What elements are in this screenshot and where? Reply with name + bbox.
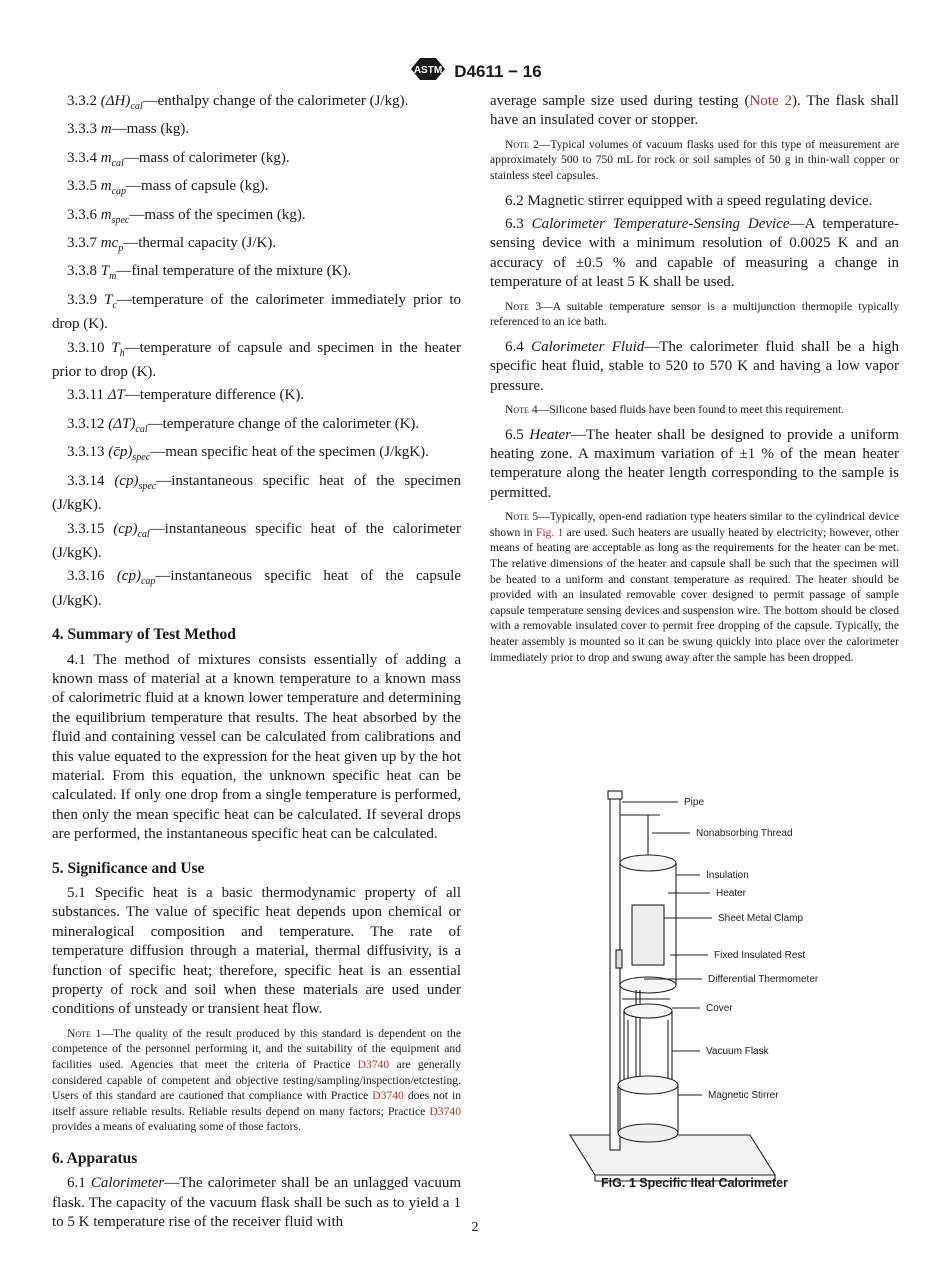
definition-subscript: cap [140,576,156,588]
calorimeter-figure [540,785,870,1200]
section-5-title: 5. Significance and Use [52,859,205,877]
definition-number: 3.3.14 [67,472,105,489]
definition-text: —mass of the specimen (kg). [129,206,306,223]
definition-item [52,92,461,116]
clause-term: Calorimeter Temperature-Sensing Device [531,216,790,232]
definition-text: —temperature of the calorimeter immediately prior to drop (K). [52,291,461,333]
note-label: Note 5 [505,510,539,524]
definition-number: 3.3.16 [67,568,105,585]
link-note-2[interactable]: Note 2 [749,93,793,109]
section-6-title: 6. Apparatus [52,1150,138,1167]
definition-text: —temperature change of the calorimeter (K). [147,415,420,432]
figure-label: Nonabsorbing Thread [696,828,793,839]
definition-item [52,386,461,410]
note-text: does not in itself assure reliable results. Reliable results depend on many factors; Practice [52,1089,462,1118]
definition-symbol: (cp) [113,520,138,537]
definition-item [52,339,461,383]
figure-label: Heater [716,888,747,899]
figure-label: Magnetic Stirrer [708,1090,779,1101]
figure-label: Sheet Metal Clamp [718,913,804,924]
definition-subscript: cal [135,423,148,435]
definition-number: 3.3.3 [67,121,97,138]
definition-subscript: h [119,347,125,359]
clause-text: —The calorimeter shall be an unlagged vacuum flask. The capacity of the vacuum flask shall be such as to yield a 1 to 5 K temperature rise of the receiver fluid with [52,1175,461,1231]
definition-item [52,177,461,201]
clause-number: 6.5 [505,426,524,443]
clause-term: Calorimeter [90,1175,165,1192]
definition-symbol: m [100,149,112,166]
definition-symbol: T [104,291,113,308]
definition-number: 3.3.9 [67,291,97,308]
note-2 [490,137,899,184]
definition-text: —instantaneous specific heat of the specimen (J/kgK). [52,472,462,514]
link-fig-1[interactable]: Fig. 1 [535,525,564,539]
page-number: 2 [471,1220,479,1235]
definition-number: 3.3.11 [67,387,104,404]
definition-text: —final temperature of the mixture (K). [116,263,352,280]
note-label: Note 4 [505,403,538,417]
note-1 [52,1026,461,1135]
paragraph-6-4 [490,338,899,396]
definition-subscript: spec [132,452,151,464]
link-d3740[interactable]: D3740 [429,1104,461,1118]
paragraph-6-2: 6.2 Magnetic stirrer equipped with a speed regulating device. [505,192,873,209]
note-5 [490,509,899,665]
paragraph-4-1: 4.1 The method of mixtures consists essentially of adding a known mass of material at a known temperature to a known mass of calorimetric fluid at a known lower temperature and determining the equilibrium temperature that results. The heat absorbed by the fluid and containing vessel can be calculated from calibrations and this value equated to the expression for the heat given up by the hot material. From this equation, the unknown specific heat can be calculated. If only one drop from a single temperature is performed, then only the mean specific heat can be calculated. If several drops are performed, the instantaneous specific heat can be calculated. [52,651,461,843]
definition-text: —mass of capsule (kg). [126,178,269,195]
clause-text: average sample size used during testing ( [490,93,750,109]
section-4-title: 4. Summary of Test Method [52,626,236,644]
figure-label: Differential Thermometer [708,974,819,985]
definition-symbol: ΔT [107,387,125,404]
document-id: D4611 − 16 [454,61,542,81]
note-label: Note 2 [505,137,539,151]
note-text: are used. Such heaters are usually heated by electricity; however, other means of heating are acceptable as long as the requirements for the heater can be met. The relative dimensions of the heater and capsule shall be such that the specimen will be heated to a uniform and constant temperature as required. The heater should be provided with an insulated removable cover designed to permit passage of sample capsule temperature sensing devices and suspension wire. The bottom should be closed with a removable insulated cover to permit free dropping of the capsule. Typically, the heater assembly is mounted so it can be swung quickly into place over the calorimeter immediately prior to drop and swung away after the sample has been dropped. [490,525,900,664]
definition-item [52,415,461,439]
definition-subscript: spec [111,214,130,226]
note-text: —The quality of the result produced by this standard is dependent on the competence of the personnel performing it, and the suitability of the equipment and facilities used. Agencies that meet the criteria of Practice [52,1026,461,1072]
note-3 [490,299,899,330]
clause-number: 6.3 [505,216,524,232]
figure-label: Fixed Insulated Rest [714,950,806,961]
paragraph-6-1-continued [490,92,899,131]
figure-label: Insulation [706,870,749,881]
definition-subscript: cal [137,528,150,540]
calorimeter-diagram [540,785,870,1200]
logo-text: ASTM [414,65,443,76]
clause-number: 6.1 [67,1175,86,1192]
definition-text: —enthalpy change of the calorimeter (J/kg). [142,93,409,109]
clause-term: Heater [529,426,571,443]
definition-symbol: m [100,121,112,138]
definition-item [52,520,461,564]
definition-item [52,443,461,467]
definition-text: —instantaneous specific heat of the calorimeter (J/kgK). [52,520,462,561]
definition-item [52,206,461,230]
definition-subscript: p [118,243,124,255]
figure-label: Cover [706,1003,733,1014]
definition-text: —instantaneous specific heat of the capsule (J/kgK). [52,568,462,609]
note-text: —Silicone based fluids have been found to meet this requirement. [537,403,845,417]
link-d3740[interactable]: D3740 [357,1058,390,1072]
figure-label: Pipe [684,797,705,808]
definition-number: 3.3.15 [67,520,105,537]
definition-subscript: cal [111,157,124,169]
astm-logo [408,56,448,87]
definition-item [52,472,461,516]
definition-symbol: (cp) [114,472,139,489]
definition-text: —mean specific heat of the specimen (J/kgK). [150,444,429,461]
definition-item [52,262,461,286]
definition-item [52,120,461,144]
link-d3740[interactable]: D3740 [372,1089,404,1103]
definition-text: —temperature difference (K). [124,387,305,404]
definition-symbol: (ΔH) [100,93,131,109]
definition-symbol: (c̄p) [108,444,133,461]
definition-number: 3.3.7 [67,235,97,252]
definition-text: —mass of calorimeter (kg). [123,149,290,166]
definition-text: —mass (kg). [111,121,190,138]
clause-text: —The calorimeter fluid shall be a high specific heat fluid, stable to 520 to 570 K and having a low vapor pressure. [490,338,900,394]
figure-caption: FIG. 1 Specific Ileal Calorimeter [601,1176,788,1190]
page-header [0,56,950,87]
definition-symbol: T [111,339,120,356]
definition-text: —temperature of capsule and specimen in the heater prior to drop (K). [52,339,461,381]
definition-item [52,234,461,258]
note-text: —A suitable temperature sensor is a multijunction thermopile typically referenced to an ice bath. [490,299,899,329]
paragraph-5-1: 5.1 Specific heat is a basic thermodynamic property of all substances. The value of specific heat depends upon chemical or mineralogical composition and temperature. The rate of temperature diffusion through a material, thermal diffusivity, is a function of specific heat; therefore, specific heat is an essential property of rock and soil when these materials are used under conditions of unsteady or transient heat flow. [52,885,461,1018]
definition-subscript: cap [111,186,127,198]
paragraph-6-3 [490,215,899,293]
definition-symbol: (cp) [116,568,141,585]
right-column [490,92,899,673]
definition-subscript: spec [138,480,157,492]
clause-number: 6.4 [505,338,524,355]
definition-subscript: cal [130,101,143,112]
note-text: are generally considered capable of competent and objective testing/sampling/inspection/etctesting. Users of this standard are cautioned that compliance with Practice [52,1058,461,1103]
clause-term: Calorimeter Fluid [531,338,645,355]
note-text: provides a means of evaluating some of those factors. [52,1120,301,1134]
definition-number: 3.3.10 [67,339,105,356]
definition-number: 3.3.8 [67,263,97,280]
definition-symbol: m [100,178,112,195]
definition-item [52,149,461,173]
definition-symbol: T [100,263,110,280]
definition-symbol: (ΔT) [108,415,136,432]
definition-number: 3.3.13 [67,444,105,461]
clause-text: ). The flask shall have an insulated cover or stopper. [490,93,899,129]
left-column [52,92,461,1237]
definition-list [52,92,461,611]
definition-subscript: m [109,271,117,283]
definition-symbol: mc [100,235,119,252]
note-text: —Typical volumes of vacuum flasks used for this type of measurement are approximately 500 to 750 mL for rock or soil samples of 50 g in thin-wall copper or stainless steel capsules. [490,137,899,182]
note-4 [490,402,899,418]
definition-item [52,567,461,611]
definition-item [52,291,461,335]
definition-number: 3.3.4 [67,149,97,166]
definition-number: 3.3.12 [67,415,105,432]
note-label: Note 3 [505,299,542,313]
figure-label: Vacuum Flask [706,1046,769,1057]
note-text: —Typically, open-end radiation type heaters similar to the cylindrical device shown in [490,510,899,539]
definition-symbol: m [100,206,112,223]
definition-number: 3.3.2 [67,93,97,109]
paragraph-6-5 [490,426,899,504]
definition-subscript: c [112,299,117,311]
definition-number: 3.3.5 [67,178,97,195]
clause-text: —A temperature-sensing device with a minimum resolution of 0.0025 K and an accuracy of ±0.5 % and capable of measuring a change in temperature of at least 5 K shall be used. [490,216,899,291]
note-label: Note 1 [67,1026,102,1040]
definition-text: —thermal capacity (J/K). [123,235,277,252]
definition-number: 3.3.6 [67,206,97,223]
clause-text: —The heater shall be designed to provide a uniform heating zone. A maximum variation of ±1 % of the mean heater temperature along the heater length corresponding to the sample is permitted. [490,426,899,501]
